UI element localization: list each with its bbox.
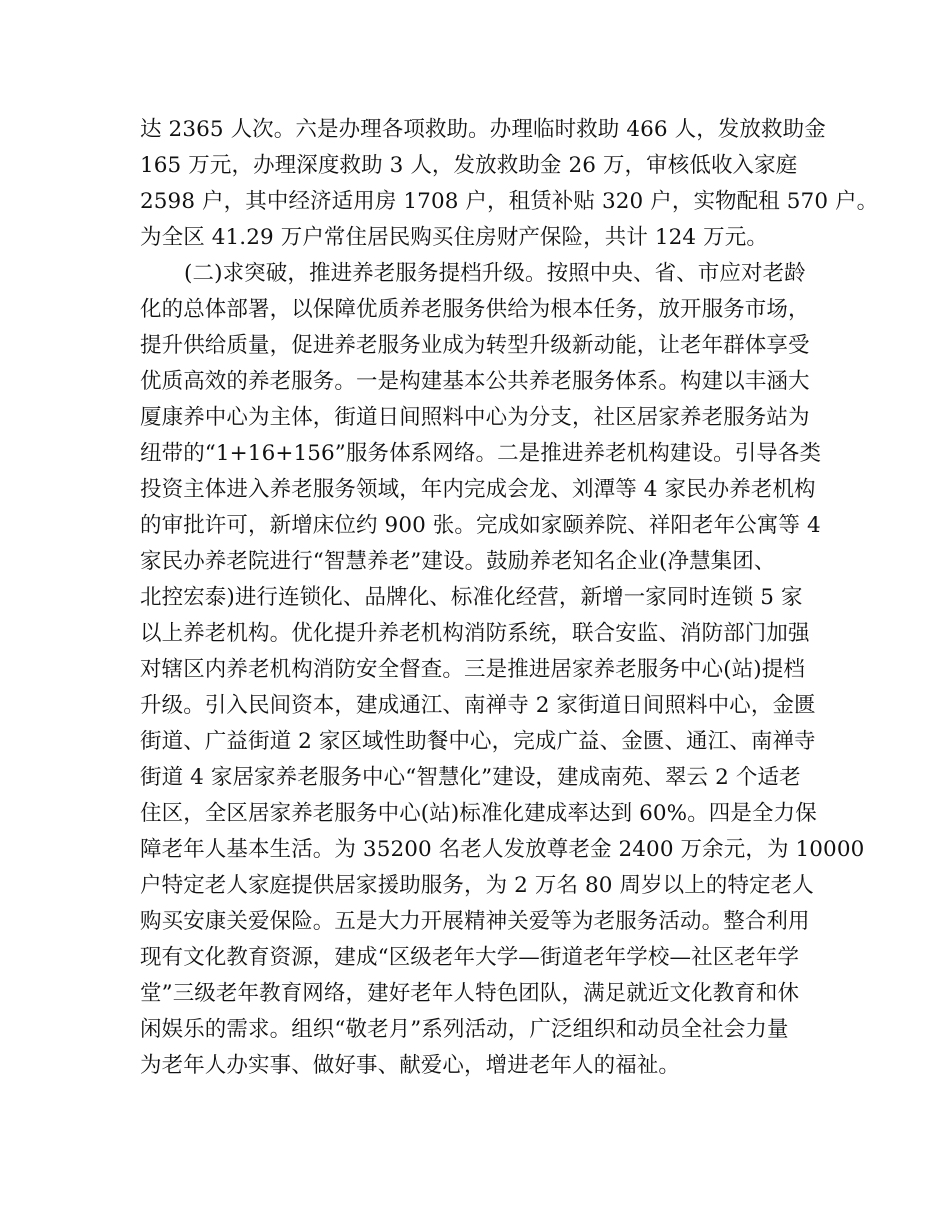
body-line: 闲娱乐的需求。组织“敬老月”系列活动，广泛组织和动员全社会力量 [140,1017,789,1042]
body-line: 优质高效的养老服务。一是构建基本公共养老服务体系。构建以丰涵大 [140,369,810,394]
body-line: 住区，全区居家养老服务中心(站)标准化建成率达到 60%。四是全力保 [140,801,817,826]
body-line: 厦康养中心为主体，街道日间照料中心为分支，社区居家养老服务站为 [140,405,810,430]
body-line: 为全区 41.29 万户常住居民购买住房财产保险，共计 124 万元。 [140,225,768,250]
body-line: 达 2365 人次。六是办理各项救助。办理临时救助 466 人，发放救助金 [140,117,826,142]
body-line: 障老年人基本生活。为 35200 名老人发放尊老金 2400 万余元，为 10000 [140,837,865,862]
body-line: 以上养老机构。优化提升养老机构消防系统，联合安监、消防部门加强 [140,621,810,646]
body-line: 纽带的“1+16+156”服务体系网络。二是推进养老机构建设。引导各类 [140,441,822,466]
body-line: 街道 4 家居家养老服务中心“智慧化”建设，建成南苑、翠云 2 个适老 [140,765,801,790]
body-line: 家民办养老院进行“智慧养老”建设。鼓励养老知名企业(净慧集团、 [140,549,776,574]
body-line: 户特定老人家庭提供居家援助服务，为 2 万名 80 周岁以上的特定老人 [140,873,814,898]
body-line: 堂”三级老年教育网络，建好老年人特色团队，满足就近文化教育和休 [140,981,800,1006]
body-line: 提升供给质量，促进养老服务业成为转型升级新动能，让老年群体享受 [140,333,810,358]
body-line: 购买安康关爱保险。五是大力开展精神关爱等为老服务活动。整合利用 [140,909,810,934]
body-line: 升级。引入民间资本，建成通江、南禅寺 2 家街道日间照料中心，金匮 [140,693,816,718]
paragraph-first-line: (二)求突破，推进养老服务提档升级。按照中央、省、市应对老龄 [184,261,806,286]
body-line: 街道、广益街道 2 家区域性助餐中心，完成广益、金匮、通江、南禅寺 [140,729,816,754]
body-line: 2598 户，其中经济适用房 1708 户，租赁补贴 320 户，实物配租 570 户。 [140,189,879,214]
body-line: 北控宏泰)进行连锁化、品牌化、标准化经营，新增一家同时连锁 5 家 [140,585,803,610]
body-line: 投资主体进入养老服务领域，年内完成会龙、刘潭等 4 家民办养老机构 [140,477,816,502]
body-line: 对辖区内养老机构消防安全督查。三是推进居家养老服务中心(站)提档 [140,657,805,682]
body-line: 165 万元，办理深度救助 3 人，发放救助金 26 万，审核低收入家庭 [140,153,798,178]
body-line: 现有文化教育资源，建成“区级老年大学—街道老年学校—社区老年学 [140,945,800,970]
body-line: 为老年人办实事、做好事、献爱心，增进老年人的福祉。 [140,1053,681,1078]
body-line: 的审批许可，新增床位约 900 张。完成如家颐养院、祥阳老年公寓等 4 [140,513,821,538]
body-line: 化的总体部署，以保障优质养老服务供给为根本任务，放开服务市场， [140,297,810,322]
